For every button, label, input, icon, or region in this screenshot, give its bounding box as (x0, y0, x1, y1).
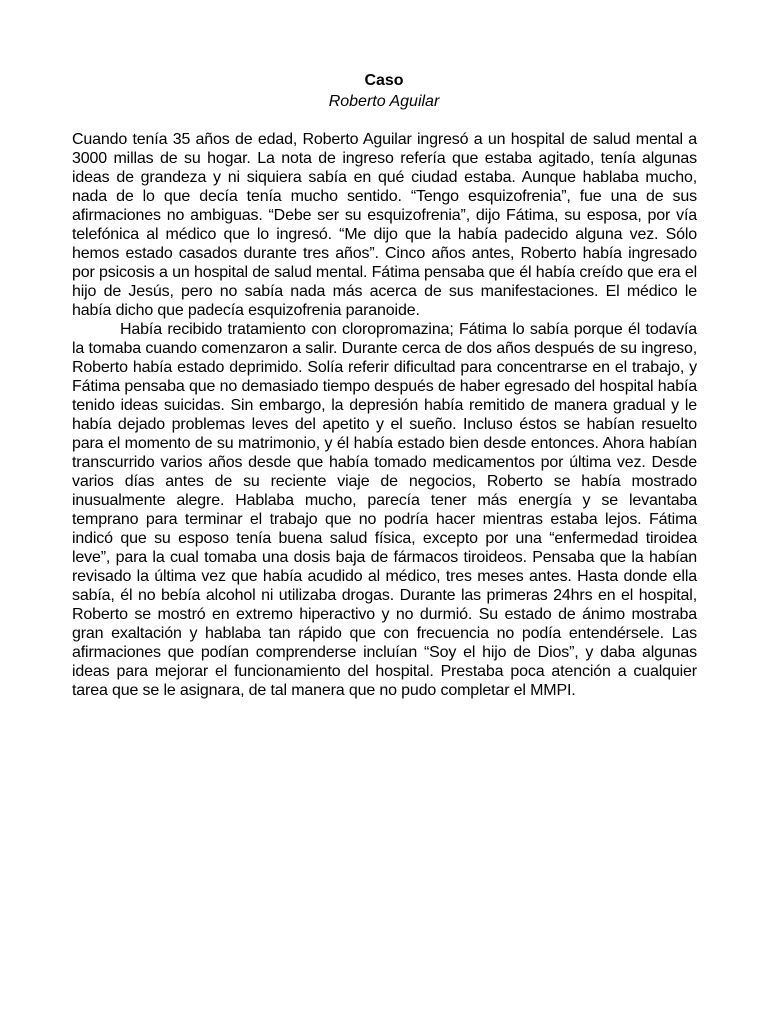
document-subtitle: Roberto Aguilar (328, 93, 440, 110)
document-body (72, 130, 697, 700)
document-title: Caso (364, 72, 404, 89)
paragraph-1: Cuando tenía 35 años de edad, Roberto Aguilar ingresó a un hospital de salud mental a 3000 millas de su hogar. La nota de ingreso refería que estaba agitado, tenía algunas ideas de grandeza y ni siquiera sabía en qué ciudad estaba. Aunque hablaba mucho, nada de lo que decía tenía mucho sentido. “Tengo esquizofrenia”, fue una de sus afirmaciones no ambiguas. “Debe ser su esquizofrenia”, dijo Fátima, su esposa, por vía telefónica al médico que lo ingresó. “Me dijo que la había padecido alguna vez. Sólo hemos estado casados durante tres años”. Cinco años antes, Roberto había ingresado por psicosis a un hospital de salud mental. Fátima pensaba que él había creído que era el hijo de Jesús, pero no sabía nada más acerca de sus manifestaciones. El médico le había dicho que padecía esquizofrenia paranoide. (72, 131, 697, 319)
document-heading (0, 70, 768, 112)
paragraph-2: Había recibido tratamiento con cloropromazina; Fátima lo sabía porque él todavía la tomaba cuando comenzaron a salir. Durante cerca de dos años después de su ingreso, Roberto había estado deprimido. Solía referir dificultad para concentrarse en el trabajo, y Fátima pensaba que no demasiado tiempo después de haber egresado del hospital había tenido ideas suicidas. Sin embargo, la depresión había remitido de manera gradual y le había dejado problemas leves del apetito y el sueño. Incluso éstos se habían resuelto para el momento de su matrimonio, y él había estado bien desde entonces. Ahora habían transcurrido varios años desde que había tomado medicamentos por última vez. Desde varios días antes de su reciente viaje de negocios, Roberto se había mostrado inusualmente alegre. Hablaba mucho, parecía tener más energía y se levantaba temprano para terminar el trabajo que no podría hacer mientras estaba lejos. Fátima indicó que su esposo tenía buena salud física, excepto por una “enfermedad tiroidea leve”, para la cual tomaba una dosis baja de fármacos tiroideos. Pensaba que la habían revisado la última vez que había acudido al médico, tres meses antes. Hasta donde ella sabía, él no bebía alcohol ni utilizaba drogas. Durante las primeras 24hrs en el hospital, Roberto se mostró en extremo hiperactivo y no durmió. Su estado de ánimo mostraba gran exaltación y hablaba tan rápido que con frecuencia no podía entendérsele. Las afirmaciones que podían comprenderse incluían “Soy el hijo de Dios”, y daba algunas ideas para mejorar el funcionamiento del hospital. Prestaba poca atención a cualquier tarea que se le asignara, de tal manera que no pudo completar el MMPI. (72, 321, 697, 699)
